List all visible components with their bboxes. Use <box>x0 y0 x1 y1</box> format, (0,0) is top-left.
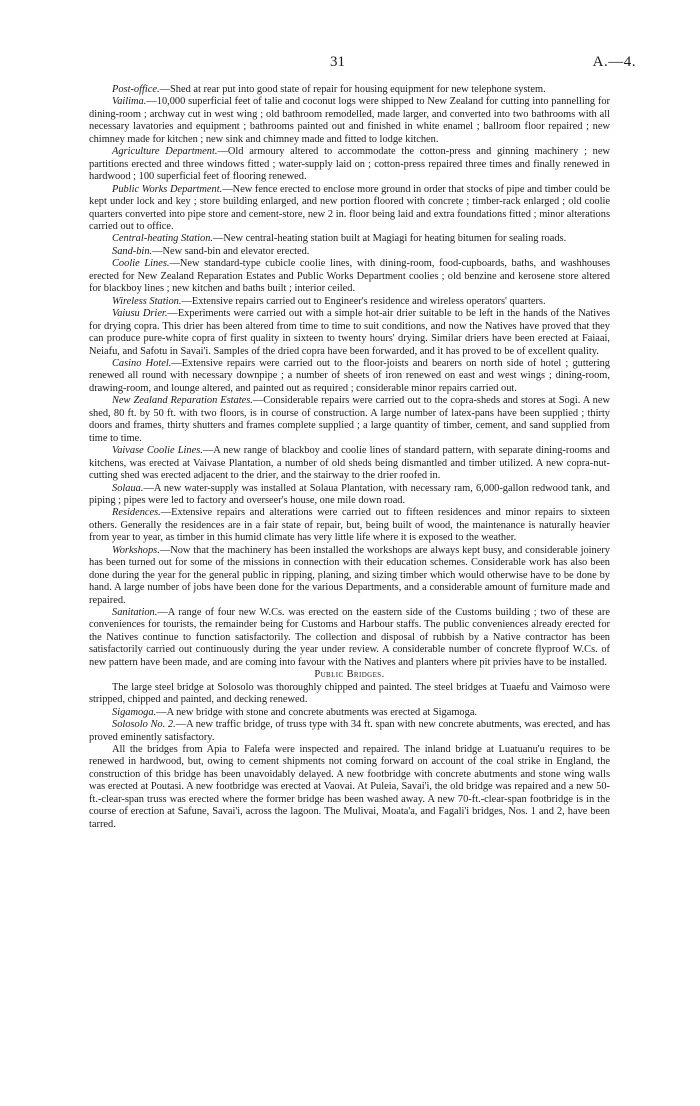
paragraph-lead: Solosolo No. 2. <box>112 719 176 731</box>
paragraph <box>89 395 610 445</box>
paragraph-text: —A new water-supply was installed at Solaua Plantation, with necessary ram, 6,000-gallon redwood tank, and piping ; pipes were led to factory and overseer's house, one mile down road. <box>89 482 610 506</box>
paragraph <box>89 184 610 234</box>
paragraph-text: —Now that the machinery has been installed the workshops are always kept busy, and considerable joinery has been turned out for some of the missions in connection with their education schemes. Considerable work has also been done during the year for the general public in ripping, planing, and sizing timber which would otherwise have to be done by hand. A large number of jobs have been done for the various Departments, and a considerable amount of furniture made and repaired. <box>89 544 610 606</box>
paragraph <box>89 358 610 395</box>
paragraph-lead: Workshops. <box>112 544 160 556</box>
paragraph-text: The large steel bridge at Solosolo was thoroughly chipped and painted. The steel bridges at Tuaefu and Vaimoso were stripped, chipped and painted, and decking renewed. <box>89 681 610 706</box>
paragraph-text: —New sand-bin and elevator erected. <box>152 245 310 257</box>
paragraph-lead: Sand-bin. <box>112 245 153 257</box>
page-header <box>0 56 700 72</box>
page-body <box>89 84 610 831</box>
paragraph <box>89 483 610 508</box>
paragraph-lead: Solaua. <box>112 482 144 494</box>
paragraph <box>89 707 610 719</box>
paragraph-lead: Casino Hotel. <box>112 357 172 369</box>
paragraph-text: —Old armoury altered to accommodate the cotton-press and ginning machinery ; new partitions erected and three windows fitted ; water-supply laid on ; cotton-press repaired three times and finally renewed in hardwood ; 100 superficial feet of flooring renewed. <box>89 146 610 183</box>
paragraph-lead: Public Works Department. <box>112 183 223 195</box>
paragraph <box>89 744 610 831</box>
document-reference: A.—4. <box>592 54 636 70</box>
paragraph-text: —A range of four new W.Cs. was erected on the eastern side of the Customs building ; two of these are conveniences for tourists, the remainder being for Customs and Harbour staffs. The public conveniences already erected for the Natives continue to function satisfactorily. The collection and disposal of rubbish by a Native contractor has been satisfactorily carried out continuously during the year under review. A considerable number of concrete flyproof W.Cs. of new pattern have been made, and are coming into favour with the Natives and planters where pit privies have to be installed. <box>89 607 610 668</box>
paragraph-lead: New Zealand Reparation Estates. <box>112 395 253 407</box>
paragraph <box>89 146 610 183</box>
paragraph <box>89 682 610 707</box>
paragraph-lead: Agriculture Department. <box>112 146 218 158</box>
section-heading: Public Bridges. <box>314 669 385 681</box>
paragraph <box>89 507 610 544</box>
paragraph-text: —New fence erected to enclose more ground in order that stocks of pipe and timber could be kept under lock and key ; store building enlarged, and new portion floored with concrete ; timber-rack enlarged ; old coolie quarters converted into pipe store and cement-store, new 2 in. floor being laid and extra foundations fitted ; minor alterations carried out to office. <box>89 183 610 232</box>
paragraph <box>89 84 610 96</box>
paragraph-text: —New central-heating station built at Magiagi for heating bitumen for sealing roads. <box>213 233 567 245</box>
paragraph-text: —New standard-type cubicle coolie lines, with dining-room, food-cupboards, baths, and washhouses erected for New Zealand Reparation Estates and Public Works Department coolies ; old benzine and kerosene store altered for blackboy lines ; new kitchen and baths built ; interior ceiled. <box>89 258 610 295</box>
paragraph <box>89 233 610 245</box>
paragraph-text: —Extensive repairs carried out to Engineer's residence and wireless operators' quarters. <box>181 295 546 307</box>
paragraph-text: —10,000 superficial feet of talie and coconut logs were shipped to New Zealand for cutting into pannelling for dining-room ; archway cut in west wing ; old bathroom remodelled, made larger, and converted into two bathrooms with all necessary lavatories and equipment ; bathrooms painted out and finished in white enamel ; ballroom floor repaired ; new chimney made for kitchen ; new sink and chimney made and fitted to lodge kitchen. <box>89 96 610 145</box>
paragraph <box>89 719 610 744</box>
paragraph <box>89 545 610 607</box>
paragraph <box>89 607 610 669</box>
paragraph-lead: Vaiusu Drier. <box>112 308 168 320</box>
paragraph-lead: Sanitation. <box>112 607 158 619</box>
paragraph-lead: Central-heating Station. <box>112 233 214 245</box>
paragraph <box>89 246 610 258</box>
page-number: 31 <box>330 54 345 70</box>
paragraph <box>89 308 610 358</box>
paragraph <box>89 445 610 482</box>
paragraph-lead: Vaivase Coolie Lines. <box>112 445 203 457</box>
paragraph-lead: Sigamoga. <box>112 706 157 718</box>
paragraph-lead: Coolie Lines. <box>112 258 170 270</box>
paragraph-text: —Shed at rear put into good state of repair for housing equipment for new telephone system. <box>159 84 546 95</box>
paragraph-text: —Experiments were carried out with a simple hot-air drier suitable to be left in the hands of the Natives for drying copra. This drier has been altered from time to time to suit conditions, and now the Natives have proved that they can produce pure-white copra of first quality in sixteen to twenty hours' drying. Similar driers have been erected at Faiaai, Neiafu, and Safotu in Savai'i. Samples of the dried copra have been forwarded, and it has proved to be of excellent quality. <box>89 308 611 357</box>
paragraph-text: —Considerable repairs were carried out to the copra-sheds and stores at Sogi. A new shed, 80 ft. by 50 ft. with two floors, is in course of construction. A large number of latex-pans have been supplied ; thirty doors and frames, thirty shutters and frames complete supplied ; a large quantity of timber, cement, and sand supplied from time to time. <box>89 395 610 444</box>
paragraph-lead: Residences. <box>112 507 161 519</box>
paragraph-text: —Extensive repairs and alterations were carried out to fifteen residences and minor repairs to sixteen others. Generally the residences are in a fair state of repair, but, being built of wood, the maintenance is naturally heavier from year to year, as timber in this humid climate has very little life where it is exposed to the weather. <box>89 507 610 544</box>
paragraph-text: —A new bridge with stone and concrete abutments was erected at Sigamoga. <box>156 706 478 718</box>
paragraph-lead: Post-office. <box>112 84 160 95</box>
paragraph <box>89 296 610 308</box>
paragraph-text: All the bridges from Apia to Falefa were inspected and repaired. The inland bridge at Luatuanu'u requires to be renewed in hardwood, but, owing to cement shipments not coming forward on account of the coal strike in England, the construction of this bridge has been unavoidably delayed. A new footbridge with concrete abutments and stone wing walls was erected at Poutasi. A new footbridge was erected at Vaovai. At Puleia, Savai'i, the old bridge was repaired and a new 50-ft.-clear-span truss was erected where the former bridge has been washed away. A new 70-ft.-clear-span footbridge is in the course of erection at Safune, Savai'i, across the lagoon. The Mulivai, Moata'a, and Fagali'i bridges, Nos. 1 and 2, have been tarred. <box>89 744 610 830</box>
paragraph <box>89 96 610 146</box>
paragraph-lead: Wireless Station. <box>112 295 182 307</box>
paragraph-text: —Extensive repairs were carried out to the floor-joists and bearers on north side of hotel ; guttering renewed all round with necessary downpipe ; a number of sheets of iron renewed on east and west wings ; dining-room, drawing-room, and lounge altered, and painted out as required ; considerable minor repairs carried out. <box>89 357 611 394</box>
paragraph-lead: Vailima. <box>112 96 147 108</box>
paragraph-text: —A new traffic bridge, of truss type with 34 ft. span with new concrete abutments, was erected, and has proved eminently satisfactory. <box>89 719 610 743</box>
paragraph-text: —A new range of blackboy and coolie lines of standard pattern, with separate dining-rooms and kitchens, was erected at Vaivase Plantation, a number of old sheds being dismantled and timber utilized. A new copra-nut-cutting shed was erected adjacent to the drier, and the stairway to the drier roofed in. <box>89 445 610 482</box>
paragraph <box>89 258 610 295</box>
